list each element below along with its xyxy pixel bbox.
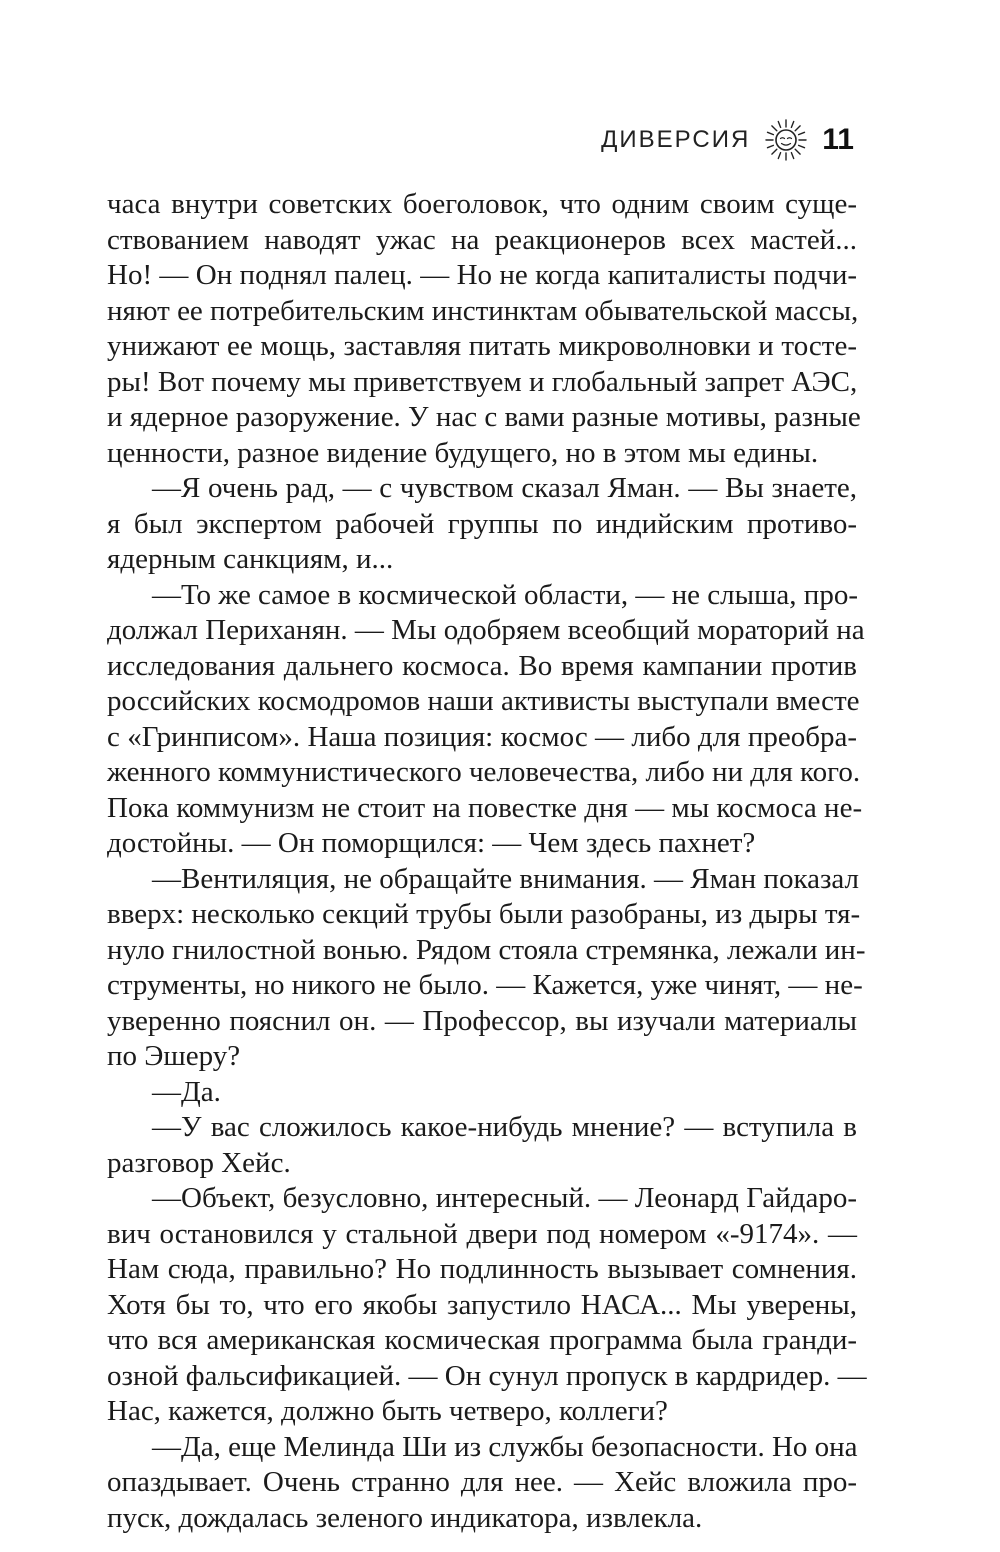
text-line: ценности, разное видение будущего, но в этом мы едины. (107, 436, 819, 469)
text-line: Нас, кажется, должно быть четверо, коллеги? (107, 1395, 668, 1427)
text-line: исследования дальнего космоса. Во время кампании против (107, 649, 857, 682)
text-line: и ядерное разоружение. У нас с вами разные мотивы, разные (107, 401, 861, 433)
text-line: —То же самое в космической области, — не слыша, про- (152, 578, 858, 611)
text-line: вич остановился у стальной двери под номером «-9174». — (107, 1217, 857, 1250)
text-line: достойны. — Он поморщился: — Чем здесь пахнет? (107, 827, 756, 859)
text-line: российских космодромов наши активисты выступали вместе (107, 685, 860, 717)
text-line: —Да, еще Мелинда Ши из службы безопасности. Но она (152, 1430, 858, 1463)
text-line: я был экспертом рабочей группы по индийским противо- (107, 507, 857, 540)
text-line: нуло гнилостной вонью. Рядом стояла стремянка, лежали ин- (107, 933, 866, 966)
running-head (601, 118, 854, 162)
text-line: часа внутри советских боеголовок, что одним своим суще- (107, 188, 857, 220)
text-line: по Эшеру? (107, 1040, 241, 1072)
sun-ornament-icon (764, 118, 808, 162)
text-line: ры! Вот почему мы приветствуем и глобальный запрет АЭС, (107, 365, 858, 398)
text-line: вверх: несколько секций трубы были разобраны, из дыры тя- (107, 898, 861, 930)
text-line: —Я очень рад, — с чувством сказал Яман. — Вы знаете, (152, 472, 857, 504)
section-title: ДИВЕРСИЯ (601, 126, 751, 153)
text-line: разговор Хейс. (107, 1146, 291, 1179)
text-line: что вся американская космическая программа была гранди- (107, 1324, 857, 1356)
text-line: пуск, дождалась зеленого индикатора, извлекла. (107, 1501, 703, 1534)
text-line: Но! — Он поднял палец. — Но не когда капиталисты подчи- (107, 259, 857, 291)
text-line: с «Гринписом». Наша позиция: космос — либо для преобра- (107, 720, 857, 753)
text-line: Хотя бы то, что его якобы запустило НАСА... Мы уверены, (107, 1288, 857, 1321)
text-line: —Вентиляция, не обращайте внимания. — Яман показал (152, 862, 860, 895)
text-line: —Объект, безусловно, интересный. — Леонард Гайдаро- (152, 1182, 857, 1214)
text-line: Нам сюда, правильно? Но подлинность вызывает сомнения. (107, 1253, 857, 1285)
text-line: Пока коммунизм не стоит на повестке дня — мы космоса не- (107, 791, 863, 824)
text-line: опаздывает. Очень странно для нее. — Хейс вложила про- (107, 1466, 857, 1498)
text-line: озной фальсификацией. — Он сунул пропуск в кардридер. — (107, 1359, 867, 1392)
text-line: уверенно пояснил он. — Профессор, вы изучали материалы (107, 1004, 857, 1037)
text-line: женного коммунистического человечества, либо ни для кого. (107, 756, 861, 788)
text-line: —Да. (152, 1075, 221, 1108)
body-text (107, 187, 867, 1536)
text-line: ядерным санкциям, и... (107, 543, 394, 575)
page-number: 11 (822, 123, 854, 156)
text-line: няют ее потребительским инстинктам обывательской массы, (107, 294, 859, 327)
text-line: струменты, но никого не было. — Кажется, уже чинят, — не- (107, 969, 863, 1001)
text-line: —У вас сложилось какое-нибудь мнение? — вступила в (152, 1111, 857, 1143)
text-line: унижают ее мощь, заставляя питать микроволновки и тосте- (107, 330, 857, 362)
text-line: ствованием наводят ужас на реакционеров всех мастей... (107, 223, 857, 256)
text-line: должал Периханян. — Мы одобряем всеобщий мораторий на (107, 614, 865, 646)
